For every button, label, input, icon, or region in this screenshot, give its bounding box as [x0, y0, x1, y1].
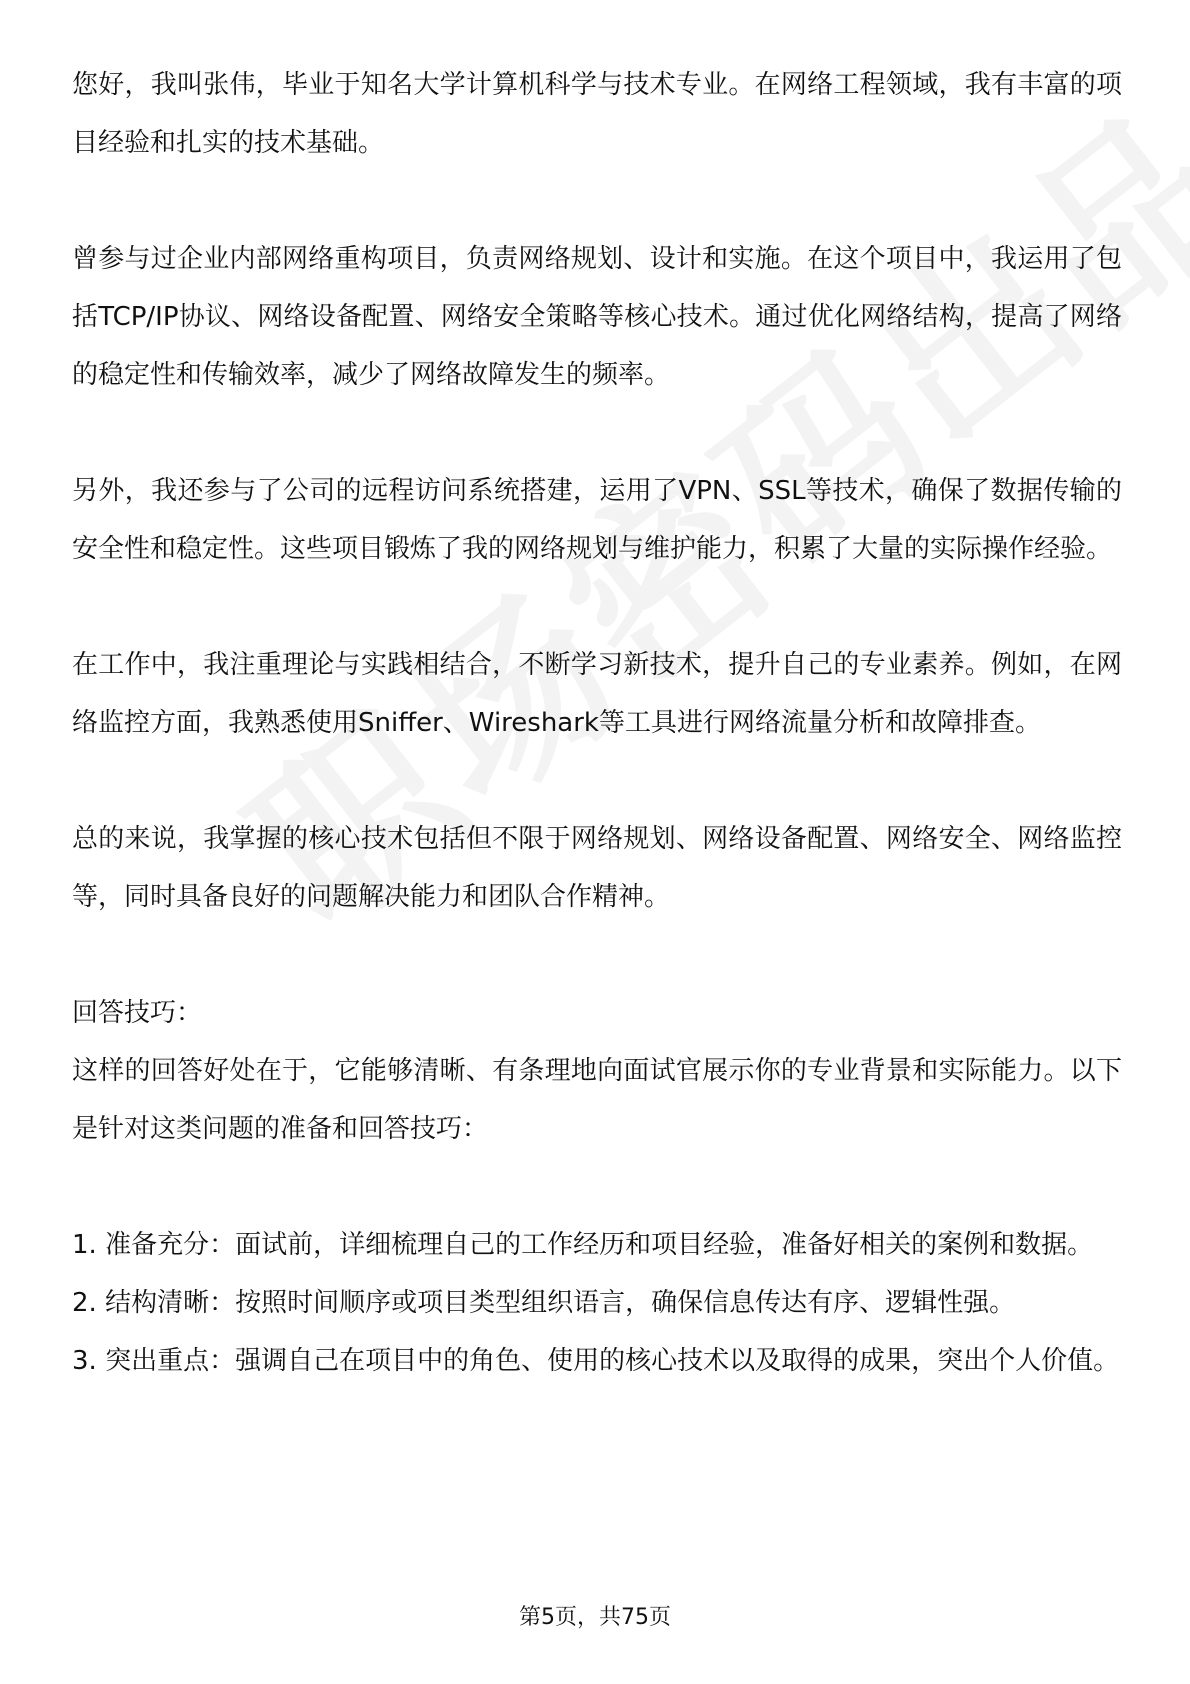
tip-item-3: 3. 突出重点：强调自己在项目中的角色、使用的核心技术以及取得的成果，突出个人价值。 — [72, 1346, 1120, 1376]
paragraph-gap — [72, 926, 1122, 984]
tip-item-2: 2. 结构清晰：按照时间顺序或项目类型组织语言，确保信息传达有序、逻辑性强。 — [72, 1288, 1016, 1318]
paragraph-summary: 总的来说，我掌握的核心技术包括但不限于网络规划、网络设备配置、网络安全、网络监控等，同时具备良好的问题解决能力和团队合作精神。 — [72, 824, 1122, 912]
paragraph-gap — [72, 1158, 1122, 1216]
tips-intro: 这样的回答好处在于，它能够清晰、有条理地向面试官展示你的专业背景和实际能力。以下是针对这类问题的准备和回答技巧： — [72, 1056, 1122, 1144]
document-body — [72, 56, 1122, 1390]
paragraph-gap — [72, 404, 1122, 462]
paragraph-project-1: 曾参与过企业内部网络重构项目，负责网络规划、设计和实施。在这个项目中，我运用了包括TCP/IP协议、网络设备配置、网络安全策略等核心技术。通过优化网络结构，提高了网络的稳定性和传输效率，减少了网络故障发生的频率。 — [72, 244, 1122, 390]
paragraph-gap — [72, 172, 1122, 230]
paragraph-practice: 在工作中，我注重理论与实践相结合，不断学习新技术，提升自己的专业素养。例如，在网络监控方面，我熟悉使用Sniffer、Wireshark等工具进行网络流量分析和故障排查。 — [72, 650, 1122, 738]
paragraph-gap — [72, 752, 1122, 810]
paragraph-gap — [72, 578, 1122, 636]
paragraph-project-2: 另外，我还参与了公司的远程访问系统搭建，运用了VPN、SSL等技术，确保了数据传输的安全性和稳定性。这些项目锻炼了我的网络规划与维护能力，积累了大量的实际操作经验。 — [72, 476, 1122, 564]
tips-heading: 回答技巧： — [72, 998, 203, 1028]
page-number: 第5页，共75页 — [519, 1605, 671, 1630]
paragraph-intro: 您好，我叫张伟，毕业于知名大学计算机科学与技术专业。在网络工程领域，我有丰富的项目经验和扎实的技术基础。 — [72, 70, 1122, 158]
tip-item-1: 1. 准备充分：面试前，详细梳理自己的工作经历和项目经验，准备好相关的案例和数据。 — [72, 1230, 1094, 1260]
